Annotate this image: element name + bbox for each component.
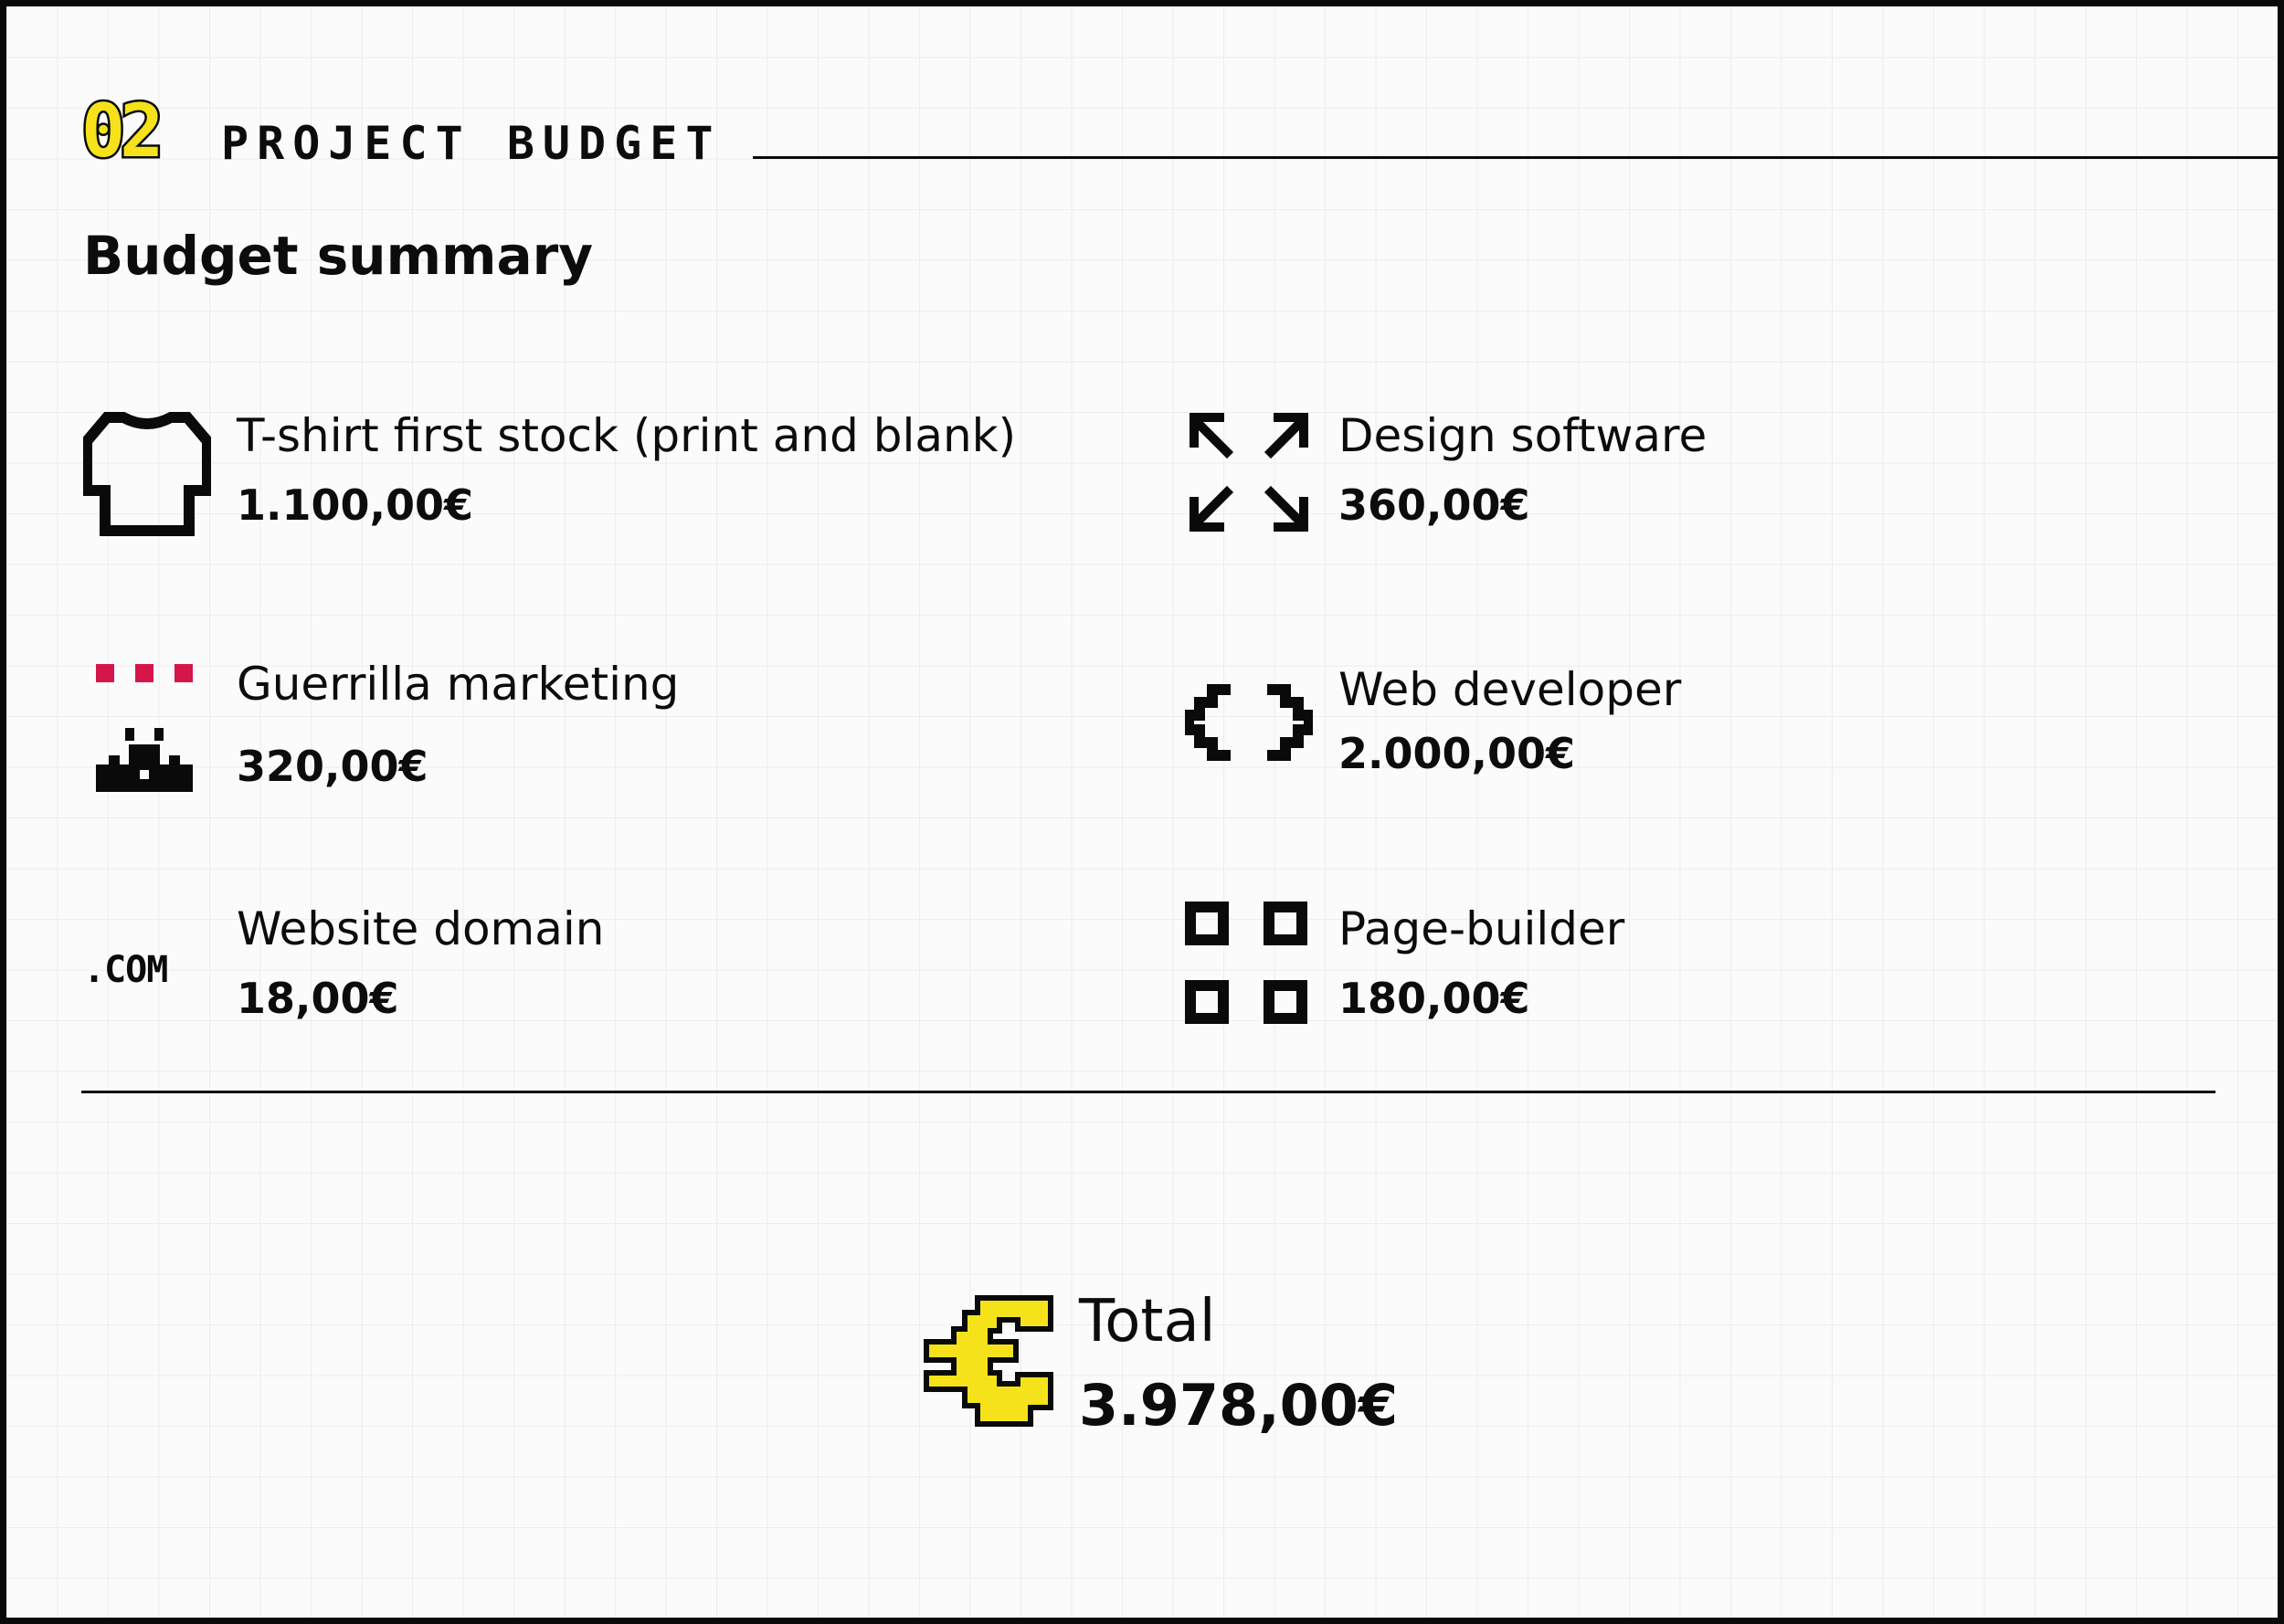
section-title: PROJECT BUDGET <box>221 117 722 170</box>
item-amount: 320,00€ <box>237 742 428 791</box>
grid-squares-icon <box>1185 902 1313 1029</box>
header-rule <box>753 156 2284 159</box>
budget-item-design-software <box>1185 408 2099 545</box>
item-amount: 360,00€ <box>1338 480 1530 530</box>
invader-icon <box>83 657 211 794</box>
item-label: Page-builder <box>1338 902 1625 955</box>
expand-arrows-icon <box>1185 408 1313 536</box>
euro-coin-icon <box>923 1294 1060 1431</box>
item-amount: 2.000,00€ <box>1338 729 1575 778</box>
budget-item-page-builder <box>1185 902 2099 1039</box>
section-header <box>79 98 2284 171</box>
item-label: Design software <box>1338 409 1708 462</box>
dotcom-icon <box>83 902 211 1029</box>
budget-item-website-domain <box>83 902 997 1039</box>
section-number <box>79 98 207 166</box>
item-label: Guerrilla marketing <box>237 658 680 711</box>
item-amount: 180,00€ <box>1338 974 1530 1023</box>
item-label: T-shirt first stock (print and blank) <box>237 409 1017 462</box>
total-amount: 3.978,00€ <box>1079 1372 1399 1439</box>
section-divider <box>81 1091 2215 1093</box>
budget-item-guerrilla-marketing <box>83 657 997 794</box>
budget-item-web-developer <box>1185 662 2099 799</box>
svg-text:02: 02 <box>81 98 159 166</box>
item-amount: 1.100,00€ <box>237 480 473 530</box>
item-amount: 18,00€ <box>237 974 399 1023</box>
item-label: Web developer <box>1338 663 1682 716</box>
total-label: Total <box>1079 1288 1216 1355</box>
tshirt-icon <box>83 408 211 536</box>
item-label: Website domain <box>237 902 605 955</box>
code-brackets-icon <box>1185 682 1313 774</box>
budget-item-tshirt <box>83 408 1088 545</box>
summary-title: Budget summary <box>83 225 594 287</box>
svg-text:.COM: .COM <box>83 949 168 991</box>
